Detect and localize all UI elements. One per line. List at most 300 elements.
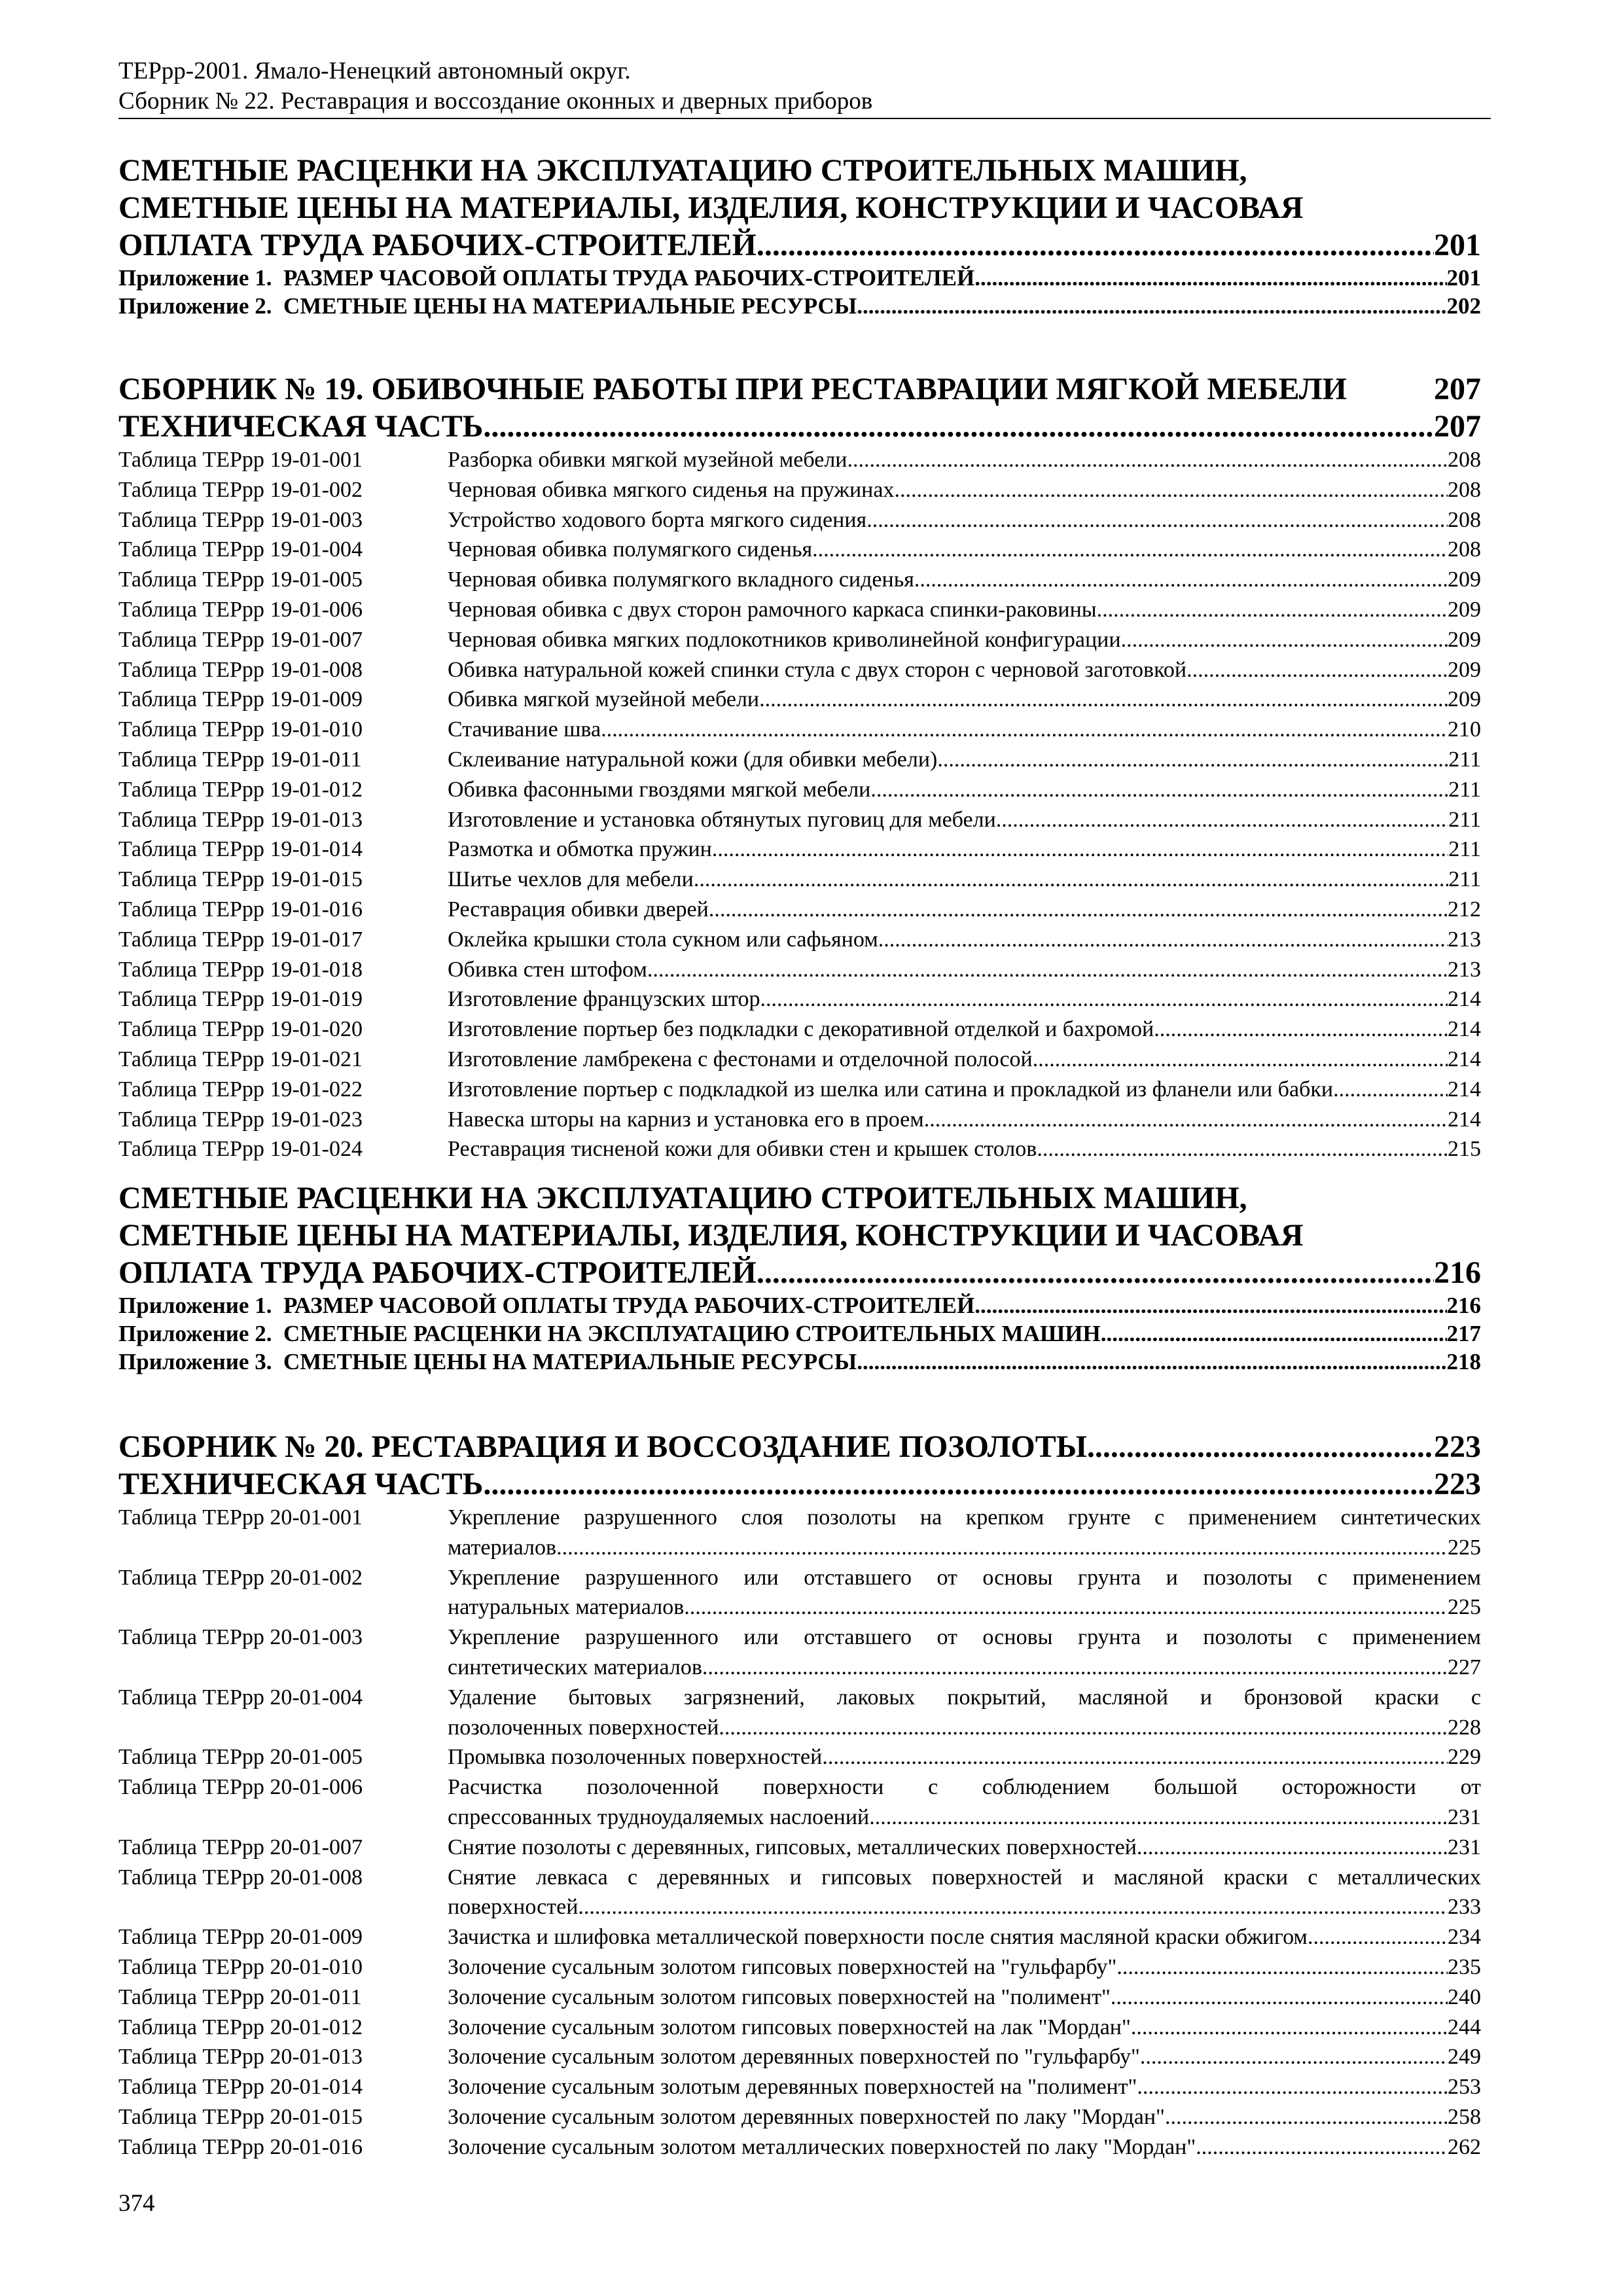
table-entry bbox=[448, 1833, 1481, 1863]
table-row[interactable] bbox=[118, 775, 1481, 805]
section-19-table-list bbox=[118, 445, 1481, 1164]
table-code: Таблица ТЕРрр 19-01-010 bbox=[118, 717, 363, 742]
appendix-label: Приложение 1. РАЗМЕР ЧАСОВОЙ ОПЛАТЫ ТРУДА РАБОЧИХ-СТРОИТЕЛЕЙ bbox=[118, 1293, 975, 1318]
entry-title: Обивка мягкой музейной мебели bbox=[448, 687, 760, 712]
entry-leader-line bbox=[448, 625, 1481, 655]
leader-dots bbox=[866, 505, 1448, 535]
entry-title: Черновая обивка мягких подлокотников криволинейной конфигурации bbox=[448, 627, 1121, 652]
leader-dots bbox=[857, 1348, 1446, 1376]
table-row[interactable] bbox=[118, 805, 1481, 835]
leader-dots bbox=[709, 895, 1448, 925]
block-title-line-3[interactable] bbox=[118, 1254, 1481, 1291]
running-header bbox=[118, 56, 1491, 119]
table-code: Таблица ТЕРрр 20-01-002 bbox=[118, 1565, 363, 1590]
table-entry bbox=[448, 805, 1481, 835]
appendix-entry[interactable] bbox=[118, 292, 1481, 320]
page-ref: 209 bbox=[1448, 687, 1481, 712]
table-row[interactable] bbox=[118, 535, 1481, 565]
entry-title-line: Укрепление разрушенного или отставшего от основы грунта и позолоты с применением bbox=[448, 1625, 1481, 1650]
page-ref: 240 bbox=[1448, 1984, 1481, 2009]
estimates-block-1 bbox=[118, 152, 1481, 320]
leader-dots bbox=[759, 685, 1448, 715]
entry-title: Золочение сусальным золотом деревянных поверхностей по "гульфарбу" bbox=[448, 2045, 1140, 2070]
table-row[interactable] bbox=[118, 1105, 1481, 1135]
leader-dots bbox=[1101, 1319, 1447, 1348]
entry-leader-line bbox=[448, 955, 1481, 985]
table-row[interactable] bbox=[118, 2072, 1481, 2102]
entry-leader-line bbox=[448, 2042, 1481, 2072]
entry-title: синтетических материалов bbox=[448, 1655, 702, 1679]
leader-dots bbox=[712, 834, 1448, 865]
entry-title: Изготовление портьер с подкладкой из шелка или сатина и прокладкой из фланели или бабки bbox=[448, 1077, 1334, 1102]
entry-leader-line bbox=[448, 1653, 1481, 1683]
table-entry bbox=[448, 2102, 1481, 2132]
leader-dots bbox=[760, 984, 1448, 1014]
leader-dots bbox=[647, 955, 1448, 985]
table-entry bbox=[448, 565, 1481, 595]
table-code: Таблица ТЕРрр 19-01-008 bbox=[118, 657, 363, 682]
leader-dots bbox=[1308, 1922, 1448, 1952]
table-code: Таблица ТЕРрр 19-01-011 bbox=[118, 747, 362, 772]
table-row[interactable] bbox=[118, 1623, 1481, 1683]
table-entry bbox=[448, 1134, 1481, 1164]
table-row[interactable] bbox=[118, 565, 1481, 595]
leader-dots bbox=[937, 745, 1448, 775]
leader-dots bbox=[719, 1713, 1448, 1743]
table-row[interactable] bbox=[118, 834, 1481, 865]
entry-title-line: Укрепление разрушенного или отставшего от основы грунта и позолоты с применением bbox=[448, 1565, 1481, 1590]
table-code: Таблица ТЕРрр 20-01-011 bbox=[118, 1984, 362, 2009]
table-row[interactable] bbox=[118, 1833, 1481, 1863]
table-row[interactable] bbox=[118, 1772, 1481, 1833]
page-ref: 233 bbox=[1448, 1895, 1481, 1920]
table-row[interactable] bbox=[118, 1014, 1481, 1045]
table-row[interactable] bbox=[118, 1863, 1481, 1923]
page-ref: 201 bbox=[1446, 265, 1481, 291]
entry-title: Размотка и обмотка пружин bbox=[448, 837, 712, 862]
leader-dots bbox=[694, 865, 1448, 895]
leader-dots bbox=[483, 408, 1434, 445]
leader-dots bbox=[822, 1742, 1448, 1772]
appendix-entry[interactable] bbox=[118, 1319, 1481, 1348]
leader-dots bbox=[857, 292, 1446, 320]
table-code: Таблица ТЕРрр 19-01-020 bbox=[118, 1017, 363, 1042]
table-entry bbox=[448, 2072, 1481, 2102]
page-ref: 234 bbox=[1448, 1925, 1481, 1950]
entry-leader-line bbox=[448, 1045, 1481, 1075]
table-entry bbox=[448, 715, 1481, 745]
leader-dots bbox=[1165, 2102, 1448, 2132]
entry-leader-line bbox=[448, 805, 1481, 835]
leader-dots bbox=[1333, 1075, 1448, 1105]
page-ref: 211 bbox=[1448, 867, 1481, 892]
leader-dots bbox=[757, 226, 1434, 264]
entry-title-line: Расчистка позолоченной поверхности с соблюдением большой осторожности от bbox=[448, 1775, 1481, 1800]
entry-leader-line bbox=[448, 2013, 1481, 2043]
page-ref: 211 bbox=[1448, 807, 1481, 832]
table-code: Таблица ТЕРрр 20-01-006 bbox=[118, 1775, 363, 1800]
table-entry bbox=[448, 1982, 1481, 2013]
table-row[interactable] bbox=[118, 1742, 1481, 1772]
table-code: Таблица ТЕРрр 19-01-003 bbox=[118, 507, 363, 532]
block-title-line-1: СМЕТНЫЕ РАСЦЕНКИ НА ЭКСПЛУАТАЦИЮ СТРОИТЕЛЬНЫХ МАШИН, bbox=[118, 153, 1247, 188]
table-entry bbox=[448, 1563, 1481, 1623]
table-entry bbox=[448, 1014, 1481, 1045]
leader-dots bbox=[483, 1465, 1434, 1503]
table-row[interactable] bbox=[118, 2013, 1481, 2043]
table-row[interactable] bbox=[118, 955, 1481, 985]
page-ref: 244 bbox=[1448, 2015, 1481, 2039]
block-title-line-3[interactable] bbox=[118, 226, 1481, 264]
entry-leader-line bbox=[448, 865, 1481, 895]
entry-leader-line bbox=[448, 565, 1481, 595]
entry-title: Оклейка крышки стола сукном или сафьяном bbox=[448, 927, 878, 952]
table-entry bbox=[448, 1952, 1481, 1982]
section-20-tech-part[interactable]: ТЕХНИЧЕСКАЯ ЧАСТЬ ..... 223 bbox=[118, 1465, 1481, 1503]
entry-title: Шитье чехлов для мебели bbox=[448, 867, 694, 892]
entry-leader-line bbox=[448, 745, 1481, 775]
entry-title: Реставрация тисненой кожи для обивки стен и крышек столов bbox=[448, 1137, 1037, 1162]
leader-dots bbox=[1131, 2013, 1448, 2043]
appendix-label: Приложение 3. СМЕТНЫЕ ЦЕНЫ НА МАТЕРИАЛЬНЫЕ РЕСУРСЫ bbox=[118, 1349, 857, 1374]
block-title-line-1: СМЕТНЫЕ РАСЦЕНКИ НА ЭКСПЛУАТАЦИЮ СТРОИТЕЛЬНЫХ МАШИН, bbox=[118, 1181, 1247, 1215]
table-code: Таблица ТЕРрр 20-01-007 bbox=[118, 1835, 363, 1859]
entry-leader-line bbox=[448, 685, 1481, 715]
table-entry bbox=[448, 865, 1481, 895]
page-ref: 225 bbox=[1448, 1535, 1481, 1560]
table-code: Таблица ТЕРрр 19-01-016 bbox=[118, 897, 363, 922]
page-ref: 207 bbox=[1434, 372, 1481, 406]
leader-dots bbox=[1087, 1428, 1434, 1465]
entry-leader-line bbox=[448, 1982, 1481, 2013]
appendix-entry[interactable] bbox=[118, 1348, 1481, 1376]
table-code: Таблица ТЕРрр 19-01-009 bbox=[118, 687, 363, 712]
page-ref: 218 bbox=[1446, 1349, 1481, 1374]
entry-leader-line bbox=[448, 1592, 1481, 1623]
table-entry bbox=[448, 2013, 1481, 2043]
table-row[interactable] bbox=[118, 2102, 1481, 2132]
leader-dots bbox=[1037, 1134, 1448, 1164]
entry-leader-line bbox=[448, 984, 1481, 1014]
entry-title: Изготовление и установка обтянутых пуговиц для мебели bbox=[448, 807, 996, 832]
leader-dots bbox=[894, 475, 1448, 505]
entry-title: Склеивание натуральной кожи (для обивки мебели) bbox=[448, 747, 938, 772]
page-ref: 202 bbox=[1446, 293, 1481, 319]
entry-leader-line bbox=[448, 505, 1481, 535]
page-ref: 210 bbox=[1448, 717, 1481, 742]
page-ref: 228 bbox=[1448, 1715, 1481, 1740]
section-20 bbox=[118, 1428, 1481, 2162]
page-ref: 214 bbox=[1448, 1047, 1481, 1071]
entry-leader-line bbox=[448, 2072, 1481, 2102]
table-entry bbox=[448, 1503, 1481, 1563]
table-row[interactable] bbox=[118, 445, 1481, 475]
table-entry bbox=[448, 535, 1481, 565]
table-row[interactable] bbox=[118, 595, 1481, 625]
entry-title: Черновая обивка мягкого сиденья на пружинах bbox=[448, 477, 895, 502]
table-code: Таблица ТЕРрр 20-01-016 bbox=[118, 2134, 363, 2159]
page-ref: 225 bbox=[1448, 1595, 1481, 1620]
table-code: Таблица ТЕРрр 19-01-017 bbox=[118, 927, 363, 952]
table-row[interactable] bbox=[118, 505, 1481, 535]
page-ref: 223 bbox=[1434, 1429, 1481, 1464]
entry-leader-line bbox=[448, 1075, 1481, 1105]
entry-leader-line bbox=[448, 1742, 1481, 1772]
table-code: Таблица ТЕРрр 19-01-001 bbox=[118, 448, 363, 472]
leader-dots bbox=[914, 565, 1448, 595]
table-code: Таблица ТЕРрр 19-01-023 bbox=[118, 1107, 363, 1132]
block-title-text: ОПЛАТА ТРУДА РАБОЧИХ-СТРОИТЕЛЕЙ bbox=[118, 1255, 757, 1290]
page-ref: 208 bbox=[1448, 537, 1481, 562]
table-code: Таблица ТЕРрр 20-01-003 bbox=[118, 1625, 363, 1650]
page-ref: 231 bbox=[1448, 1835, 1481, 1859]
table-entry bbox=[448, 2132, 1481, 2162]
entry-leader-line bbox=[448, 535, 1481, 565]
leader-dots bbox=[601, 715, 1448, 745]
page-ref: 249 bbox=[1448, 2045, 1481, 2070]
table-row[interactable] bbox=[118, 925, 1481, 955]
table-code: Таблица ТЕРрр 20-01-001 bbox=[118, 1505, 363, 1530]
entry-title: Снятие позолоты с деревянных, гипсовых, металлических поверхностей bbox=[448, 1835, 1137, 1859]
table-row[interactable] bbox=[118, 2042, 1481, 2072]
page-ref: 211 bbox=[1448, 777, 1481, 802]
entry-title: Реставрация обивки дверей bbox=[448, 897, 709, 922]
table-row[interactable] bbox=[118, 1503, 1481, 1563]
entry-leader-line bbox=[448, 1533, 1481, 1563]
table-code: Таблица ТЕРрр 20-01-015 bbox=[118, 2104, 363, 2129]
table-entry bbox=[448, 745, 1481, 775]
leader-dots bbox=[1111, 1982, 1448, 2013]
header-line-1: ТЕРрр-2001. Ямало-Ненецкий автономный округ. bbox=[118, 58, 631, 84]
table-entry bbox=[448, 1105, 1481, 1135]
appendix-label: Приложение 2. СМЕТНЫЕ РАСЦЕНКИ НА ЭКСПЛУАТАЦИЮ СТРОИТЕЛЬНЫХ МАШИН bbox=[118, 1321, 1101, 1346]
page-ref: 213 bbox=[1448, 957, 1481, 982]
table-entry bbox=[448, 1863, 1481, 1923]
page-ref: 208 bbox=[1448, 477, 1481, 502]
table-code: Таблица ТЕРрр 19-01-004 bbox=[118, 537, 363, 562]
table-row[interactable] bbox=[118, 1045, 1481, 1075]
entry-title: Зачистка и шлифовка металлической поверхности после снятия масляной краски обжигом bbox=[448, 1925, 1308, 1950]
entry-title: Обивка стен штофом bbox=[448, 957, 647, 982]
appendix-label: Приложение 2. СМЕТНЫЕ ЦЕНЫ НА МАТЕРИАЛЬНЫЕ РЕСУРСЫ bbox=[118, 293, 857, 319]
entry-title: Промывка позолоченных поверхностей bbox=[448, 1745, 823, 1770]
table-code: Таблица ТЕРрр 19-01-007 bbox=[118, 627, 363, 652]
table-entry bbox=[448, 1742, 1481, 1772]
entry-leader-line bbox=[448, 715, 1481, 745]
leader-dots bbox=[1121, 625, 1448, 655]
table-entry bbox=[448, 1772, 1481, 1833]
entry-title: Золочение сусальным золотом гипсовых поверхностей на "полимент" bbox=[448, 1984, 1111, 2009]
leader-dots bbox=[684, 1592, 1448, 1623]
table-row[interactable] bbox=[118, 1683, 1481, 1743]
page-ref: 201 bbox=[1434, 228, 1481, 262]
appendix-entry[interactable] bbox=[118, 264, 1481, 292]
table-row[interactable] bbox=[118, 685, 1481, 715]
leader-dots bbox=[1116, 1952, 1448, 1982]
table-row[interactable] bbox=[118, 865, 1481, 895]
table-entry bbox=[448, 925, 1481, 955]
entry-leader-line bbox=[448, 925, 1481, 955]
estimates-block-2 bbox=[118, 1179, 1481, 1376]
table-row[interactable] bbox=[118, 1075, 1481, 1105]
table-code: Таблица ТЕРрр 20-01-012 bbox=[118, 2015, 363, 2039]
leader-dots bbox=[870, 775, 1448, 805]
table-code: Таблица ТЕРрр 19-01-018 bbox=[118, 957, 363, 982]
entry-title: Разборка обивки мягкой музейной мебели bbox=[448, 448, 847, 472]
entry-title: Стачивание шва bbox=[448, 717, 601, 742]
appendix-entry[interactable] bbox=[118, 1291, 1481, 1319]
leader-dots bbox=[924, 1105, 1448, 1135]
page-ref: 215 bbox=[1448, 1137, 1481, 1162]
table-entry bbox=[448, 2042, 1481, 2072]
table-row[interactable] bbox=[118, 1952, 1481, 1982]
entry-leader-line bbox=[448, 895, 1481, 925]
leader-dots bbox=[1033, 1045, 1448, 1075]
table-entry bbox=[448, 1922, 1481, 1952]
table-row[interactable] bbox=[118, 715, 1481, 745]
table-row[interactable] bbox=[118, 1134, 1481, 1164]
entry-title-line: Укрепление разрушенного слоя позолоты на крепком грунте с применением синтетических bbox=[448, 1505, 1481, 1530]
entry-leader-line bbox=[448, 1014, 1481, 1045]
entry-title-line: Удаление бытовых загрязнений, лаковых покрытий, масляной и бронзовой краски с bbox=[448, 1685, 1481, 1710]
entry-title: Изготовление портьер без подкладки с декоративной отделкой и бахромой bbox=[448, 1017, 1154, 1042]
entry-title: спрессованных трудноудаляемых наслоений bbox=[448, 1804, 870, 1829]
table-row[interactable] bbox=[118, 475, 1481, 505]
table-entry bbox=[448, 655, 1481, 685]
page-ref: 216 bbox=[1434, 1255, 1481, 1290]
header-line-2: Сборник № 22. Реставрация и воссоздание оконных и дверных приборов bbox=[118, 88, 873, 115]
table-code: Таблица ТЕРрр 19-01-006 bbox=[118, 597, 363, 622]
leader-dots bbox=[1154, 1014, 1448, 1045]
table-code: Таблица ТЕРрр 20-01-004 bbox=[118, 1685, 363, 1710]
section-19 bbox=[118, 370, 1481, 1164]
leader-dots bbox=[996, 805, 1448, 835]
entry-title: Золочение сусальным золотом деревянных поверхностей по лаку "Мордан" bbox=[448, 2104, 1165, 2129]
table-entry bbox=[448, 1075, 1481, 1105]
table-code: Таблица ТЕРрр 20-01-009 bbox=[118, 1925, 363, 1950]
entry-leader-line bbox=[448, 2132, 1481, 2162]
page-ref: 209 bbox=[1448, 657, 1481, 682]
page-ref: 214 bbox=[1448, 1107, 1481, 1132]
table-code: Таблица ТЕРрр 19-01-012 bbox=[118, 777, 363, 802]
page-ref: 208 bbox=[1448, 507, 1481, 532]
entry-title: Черновая обивка полумягкого вкладного сиденья bbox=[448, 567, 914, 592]
leader-dots bbox=[812, 535, 1448, 565]
page-ref: 214 bbox=[1448, 1017, 1481, 1042]
leader-dots bbox=[1097, 595, 1448, 625]
page-ref: 217 bbox=[1446, 1321, 1481, 1346]
table-row[interactable] bbox=[118, 1563, 1481, 1623]
table-row[interactable] bbox=[118, 984, 1481, 1014]
entry-leader-line bbox=[448, 1803, 1481, 1833]
table-row[interactable] bbox=[118, 625, 1481, 655]
block-title-line-2: СМЕТНЫЕ ЦЕНЫ НА МАТЕРИАЛЫ, ИЗДЕЛИЯ, КОНСТРУКЦИИ И ЧАСОВАЯ bbox=[118, 1218, 1304, 1253]
leader-dots bbox=[1186, 655, 1448, 685]
table-code: Таблица ТЕРрр 20-01-008 bbox=[118, 1865, 363, 1890]
table-entry bbox=[448, 685, 1481, 715]
leader-dots bbox=[757, 1254, 1434, 1291]
page-ref: 209 bbox=[1448, 597, 1481, 622]
entry-leader-line bbox=[448, 1892, 1481, 1922]
page-ref: 262 bbox=[1448, 2134, 1481, 2159]
entry-leader-line bbox=[448, 1713, 1481, 1743]
entry-leader-line bbox=[448, 1833, 1481, 1863]
page-ref: 227 bbox=[1448, 1655, 1481, 1679]
leader-dots bbox=[702, 1653, 1448, 1683]
table-code: Таблица ТЕРрр 19-01-022 bbox=[118, 1077, 363, 1102]
table-entry bbox=[448, 475, 1481, 505]
table-row[interactable] bbox=[118, 745, 1481, 775]
leader-dots bbox=[556, 1533, 1448, 1563]
table-entry bbox=[448, 984, 1481, 1014]
entry-leader-line bbox=[448, 1134, 1481, 1164]
entry-leader-line bbox=[448, 475, 1481, 505]
section-20-title[interactable]: СБОРНИК № 20. РЕСТАВРАЦИЯ И ВОССОЗДАНИЕ ПОЗОЛОТЫ ..... 223 bbox=[118, 1428, 1481, 1465]
table-entry bbox=[448, 895, 1481, 925]
table-entry bbox=[448, 595, 1481, 625]
page-ref: 209 bbox=[1448, 567, 1481, 592]
leader-dots bbox=[974, 1291, 1446, 1319]
entry-title: Черновая обивка полумягкого сиденья bbox=[448, 537, 813, 562]
leader-dots bbox=[1196, 2132, 1448, 2162]
page-ref: 214 bbox=[1448, 987, 1481, 1012]
table-row[interactable] bbox=[118, 895, 1481, 925]
page-ref: 207 bbox=[1434, 409, 1481, 444]
block-title-line-2: СМЕТНЫЕ ЦЕНЫ НА МАТЕРИАЛЫ, ИЗДЕЛИЯ, КОНСТРУКЦИИ И ЧАСОВАЯ bbox=[118, 190, 1304, 225]
appendix-label: Приложение 1. РАЗМЕР ЧАСОВОЙ ОПЛАТЫ ТРУДА РАБОЧИХ-СТРОИТЕЛЕЙ bbox=[118, 265, 975, 291]
entry-title: Обивка фасонными гвоздями мягкой мебели bbox=[448, 777, 871, 802]
entry-title-line: Снятие левкаса с деревянных и гипсовых поверхностей и масляной краски с металлических bbox=[448, 1865, 1481, 1890]
table-code: Таблица ТЕРрр 19-01-015 bbox=[118, 867, 363, 892]
page-ref: 231 bbox=[1448, 1804, 1481, 1829]
entry-title: поверхностей bbox=[448, 1895, 579, 1920]
table-entry bbox=[448, 1623, 1481, 1683]
page-ref: 216 bbox=[1446, 1293, 1481, 1318]
page-ref: 212 bbox=[1448, 897, 1481, 922]
section-19-tech-part[interactable]: ТЕХНИЧЕСКАЯ ЧАСТЬ ..... 207 bbox=[118, 408, 1481, 445]
table-code: Таблица ТЕРрр 20-01-014 bbox=[118, 2075, 363, 2100]
table-code: Таблица ТЕРрр 20-01-010 bbox=[118, 1954, 363, 1979]
entry-leader-line bbox=[448, 655, 1481, 685]
header-rule bbox=[118, 118, 1491, 119]
section-20-table-list bbox=[118, 1503, 1481, 2162]
entry-title: позолоченных поверхностей bbox=[448, 1715, 719, 1740]
table-row[interactable] bbox=[118, 1922, 1481, 1952]
page-ref: 209 bbox=[1448, 627, 1481, 652]
leader-dots bbox=[878, 925, 1448, 955]
page-ref: 253 bbox=[1448, 2075, 1481, 2100]
entry-title: Навеска шторы на карниз и установка его в проем bbox=[448, 1107, 924, 1132]
entry-leader-line bbox=[448, 775, 1481, 805]
entry-title: натуральных материалов bbox=[448, 1595, 685, 1620]
table-row[interactable] bbox=[118, 2132, 1481, 2162]
page-ref: 235 bbox=[1448, 1954, 1481, 1979]
section-19-title[interactable]: СБОРНИК № 19. ОБИВОЧНЫЕ РАБОТЫ ПРИ РЕСТАВРАЦИИ МЯГКОЙ МЕБЕЛИ 207 bbox=[118, 372, 1481, 406]
table-code: Таблица ТЕРрр 19-01-019 bbox=[118, 987, 363, 1012]
leader-dots bbox=[869, 1803, 1448, 1833]
table-row[interactable] bbox=[118, 1982, 1481, 2013]
table-row[interactable] bbox=[118, 655, 1481, 685]
leader-dots bbox=[1140, 2042, 1448, 2072]
leader-dots bbox=[578, 1892, 1448, 1922]
entry-leader-line bbox=[448, 1952, 1481, 1982]
entry-leader-line bbox=[448, 595, 1481, 625]
page-ref: 258 bbox=[1448, 2104, 1481, 2129]
entry-title: Изготовление ламбрекена с фестонами и отделочной полосой bbox=[448, 1047, 1033, 1071]
page-ref: 214 bbox=[1448, 1077, 1481, 1102]
entry-leader-line bbox=[448, 834, 1481, 865]
table-entry bbox=[448, 625, 1481, 655]
